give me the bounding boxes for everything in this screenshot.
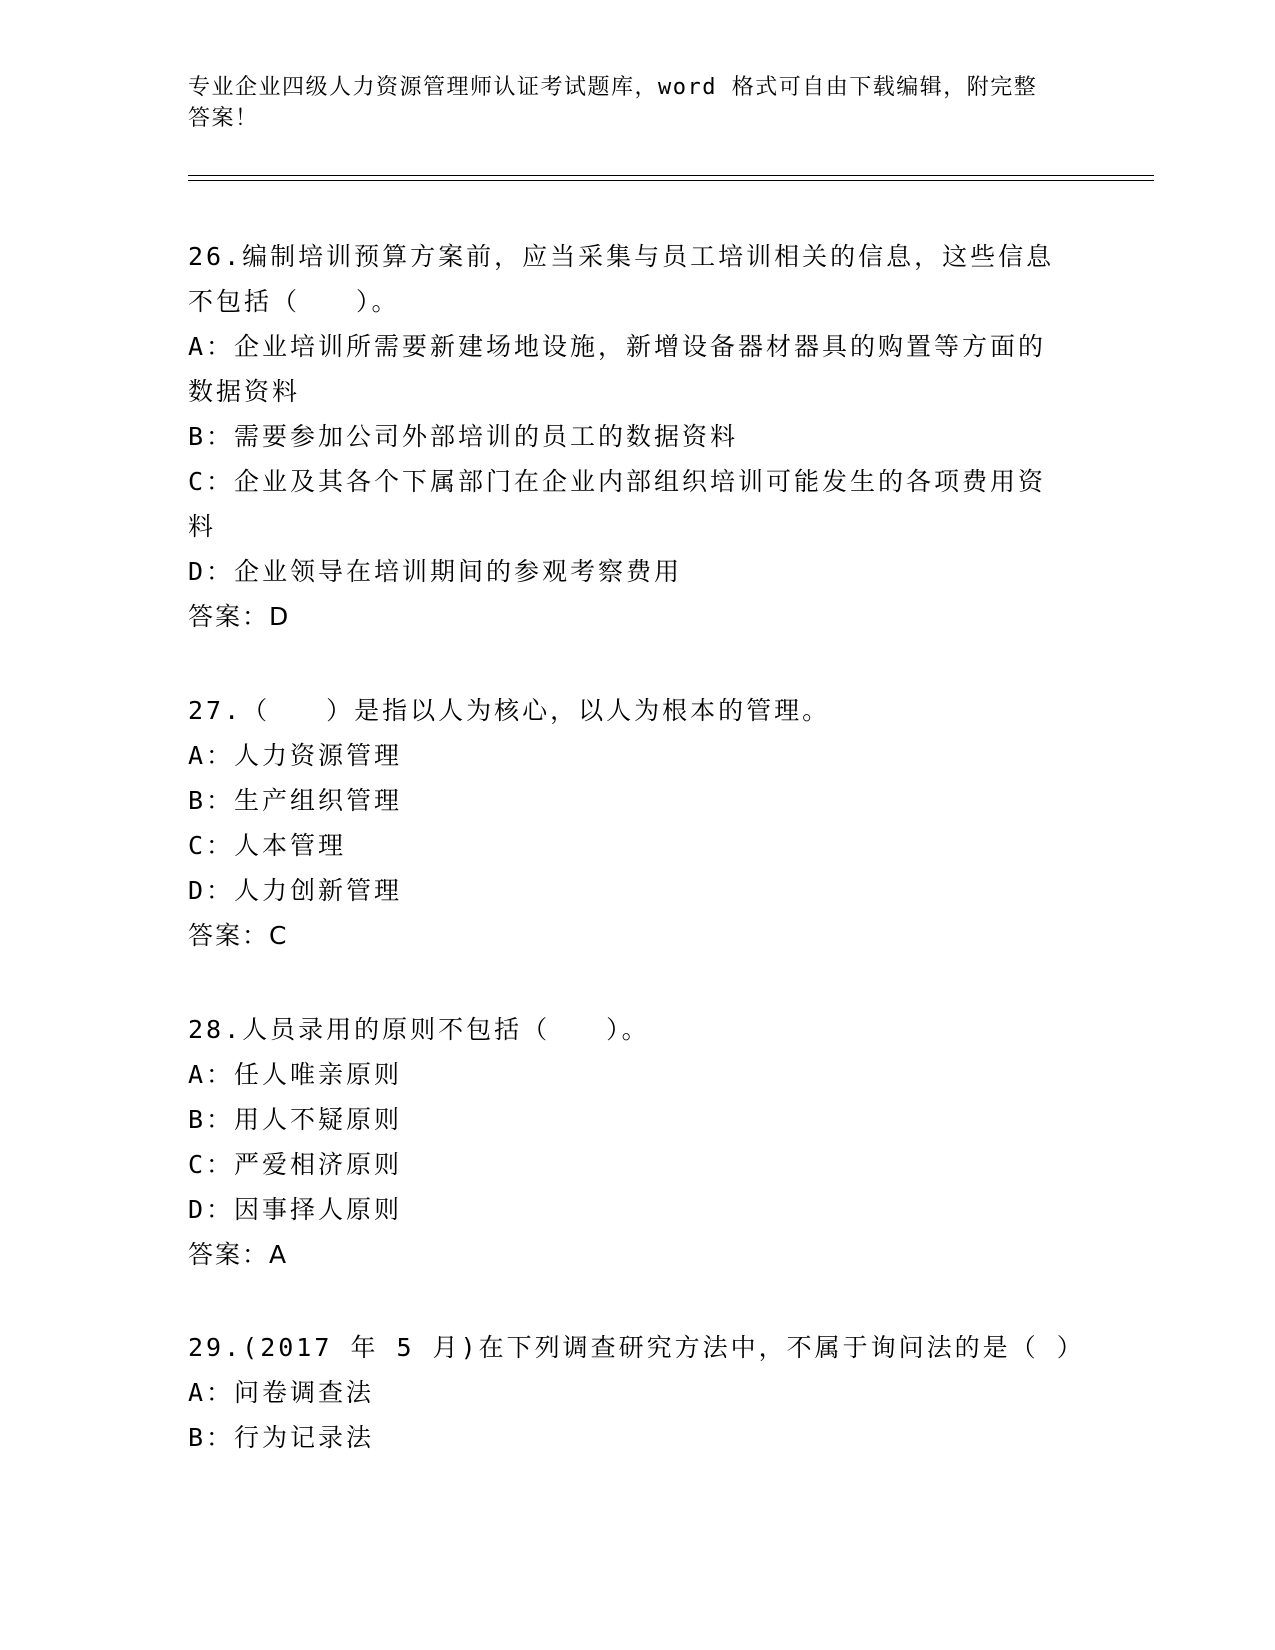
question-stem: 28.人员录用的原则不包括（ ）。 xyxy=(188,1015,650,1044)
option-c: C：企业及其各个下属部门在企业内部组织培训可能发生的各项费用资 xyxy=(188,467,1047,496)
option-c-continued: 料 xyxy=(188,512,217,541)
question-28 xyxy=(188,1007,1088,1277)
option-b: B：用人不疑原则 xyxy=(188,1105,403,1134)
answer: 答案：A xyxy=(188,1240,289,1269)
header-title-line-1: 专业企业四级人力资源管理师认证考试题库，word 格式可自由下载编辑，附完整 xyxy=(188,75,1038,100)
header-divider-top xyxy=(188,175,1154,176)
answer: 答案：C xyxy=(188,921,289,950)
option-a: A：人力资源管理 xyxy=(188,741,403,770)
option-a-continued: 数据资料 xyxy=(188,377,301,406)
question-stem: 26.编制培训预算方案前，应当采集与员工培训相关的信息，这些信息 xyxy=(188,242,1055,271)
option-b: B：需要参加公司外部培训的员工的数据资料 xyxy=(188,422,739,451)
option-a: A：任人唯亲原则 xyxy=(188,1060,403,1089)
option-c: C：人本管理 xyxy=(188,831,347,860)
option-d: D：企业领导在培训期间的参观考察费用 xyxy=(188,557,683,586)
option-d: D：人力创新管理 xyxy=(188,876,403,905)
header-title-line-2: 答案！ xyxy=(188,106,259,131)
question-stem-continued: 不包括（ ）。 xyxy=(188,287,400,316)
option-d: D：因事择人原则 xyxy=(188,1195,403,1224)
document-header xyxy=(188,72,1088,134)
answer: 答案：D xyxy=(188,602,291,631)
option-b: B：行为记录法 xyxy=(188,1423,375,1452)
option-c: C：严爱相济原则 xyxy=(188,1150,403,1179)
question-29 xyxy=(188,1325,1088,1460)
option-a: A：企业培训所需要新建场地设施，新增设备器材器具的购置等方面的 xyxy=(188,332,1047,361)
question-stem: 29.(2017 年 5 月)在下列调查研究方法中，不属于询问法的是（ ） xyxy=(188,1333,1085,1362)
question-stem: 27.（ ）是指以人为核心，以人为根本的管理。 xyxy=(188,696,831,725)
option-a: A：问卷调查法 xyxy=(188,1378,375,1407)
question-27 xyxy=(188,688,1088,958)
option-b: B：生产组织管理 xyxy=(188,786,403,815)
header-divider-bottom xyxy=(188,180,1154,181)
question-26 xyxy=(188,234,1088,639)
